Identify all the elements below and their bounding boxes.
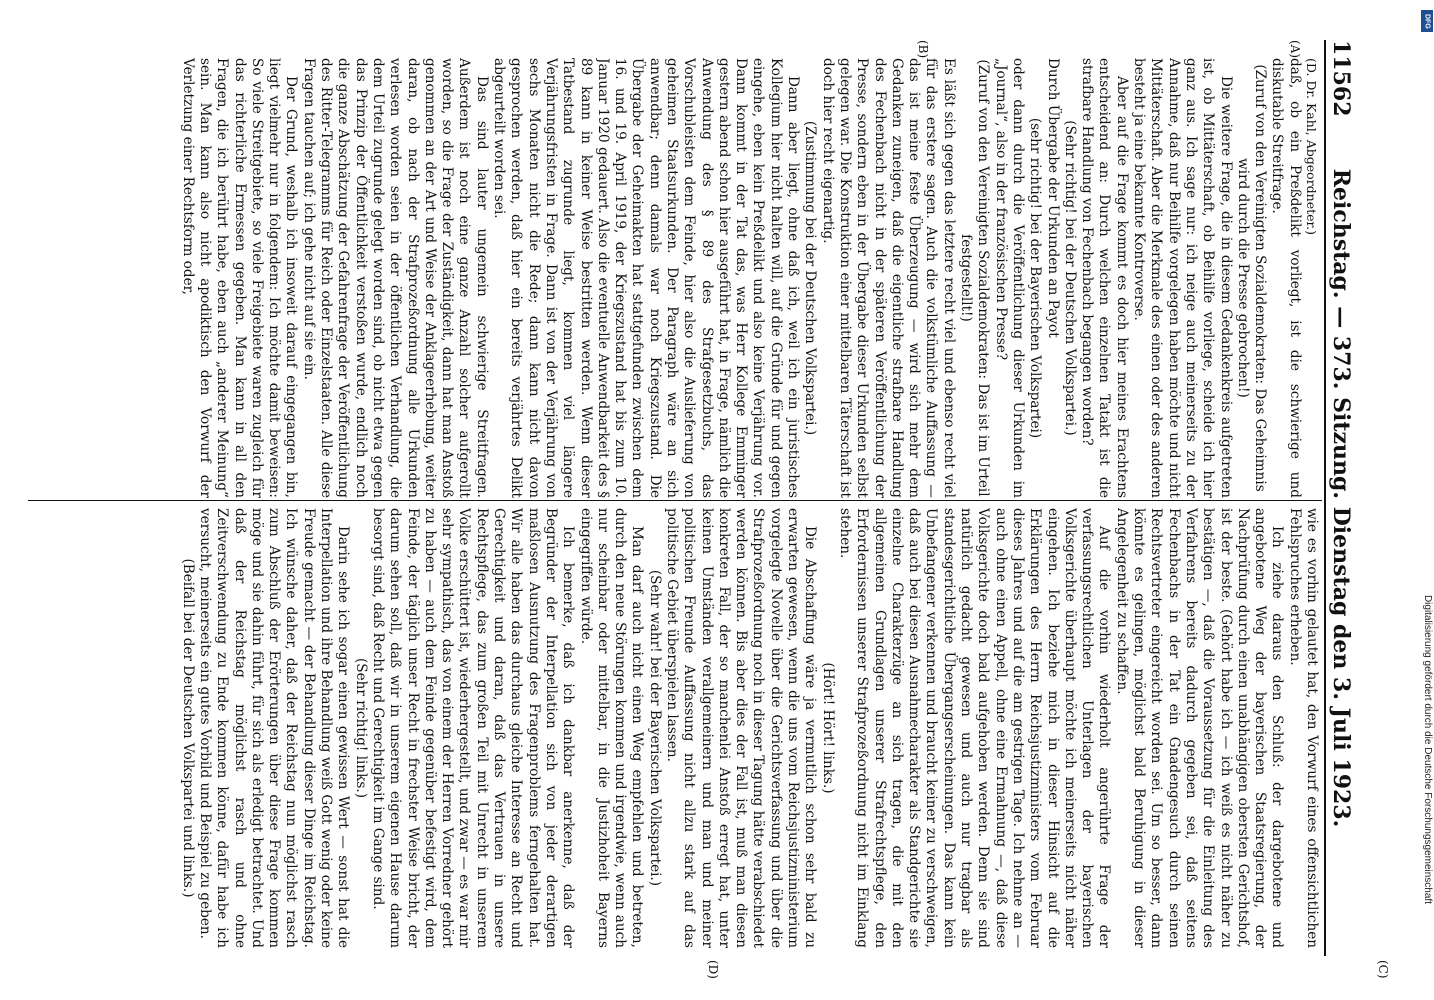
paragraph: Das sind lauter ungemein schwierige Streitfragen. Außerdem ist noch eine ganze Anzahl solcher aufgerollt worden, so die Frage der Zuständigkeit, dann hat man Anstoß genommen an der Art und Weise der Anklageerhebung, weiter daran, ob nach der Strafprozeßordnung alle Urkunden verlesen worden seien in der öffentlichen Verhandlung, die dem Urteil zugrunde gelegt worden sind, ob nicht etwa gegen das Prinzip der Öffentlichkeit verstoßen wurde, endlich noch die ganze Abschätzung der Gefahrenfrage der Veröffentlichung des Ritter-Telegramms für Reich oder Einzelstaaten. Alle diese Fragen tauchen auf; ich gehe nicht auf sie ein. <box>300 58 490 498</box>
page-number: 11562 <box>1328 40 1354 117</box>
interjection: (Sehr richtig! links.) <box>352 657 369 799</box>
speaker-note: (D. Dr. Kahl, Abgeordneter.) <box>1304 58 1319 236</box>
interjection: (Hört! Hört! links.) <box>819 662 836 794</box>
margin-mark-a: (A) <box>1288 40 1302 59</box>
interjection: (Sehr richtig! bei der Deutschen Volkspartei.) <box>1061 120 1078 436</box>
credit-strip <box>1420 4 1434 996</box>
margin-mark-b: (B) <box>916 40 930 59</box>
paragraph: Ich bemerke, daß ich dankbar anerkenne, daß der Begründer der Interpellation sich von jeder derartigen maßlosen Ausnutzung des Fragenproblems ferngehalten hat. Wir alle haben das durchaus gleiche Interesse an Recht und Gerechtigkeit und daran, daß das Vertrauen in unsere Rechtspflege, das zum großen Teil mit Unrecht in unserem Volke erschüttert ist, wiederhergestellt, und zwar — es war mir sehr sympathisch, das von einem der Herren Vorredner gehört zu haben — auch dem Feinde gegenüber befestigt wird, dem Feinde, der täglich unser Recht in frechster Weise bricht, der darum sehen soll, daß wir in unserem eigenen Hause darum besorgt sind, daß Recht und Gerechtigkeit im Gange sind. <box>369 508 577 948</box>
paragraph: Es läßt sich gegen das letztere recht viel und ebenso recht viel für das erstere sagen. Auch die volkstümliche Auffassung — das ist meine feste Überzeugung — wird sich mehr dem Gedanken zuneigen, daß die eigentliche strafbare Handlung des Fechenbach nicht in der späteren Veröffentlichung der Presse, sondern eben in der Übergabe dieser Urkunden selbst gelegen war. Die Konstruktion einer mittelbaren Täterschaft ist doch hier recht eigenartig. <box>819 58 957 498</box>
paragraph: oder dann durch die Veröffentlichung dieser Urkunden im „Journal“, also in der französischen Presse? <box>992 58 1026 498</box>
credit-text: Digitalisierung gefördert durch die Deutsche Forschungsgemeinschaft <box>1422 594 1433 904</box>
paragraph: Die weitere Frage, die in diesem Gedankenkreis aufgetreten ist, ob Mittäterschaft, ob Beihilfe vorliege, scheide ich hier ganz aus. Ich sage nur: ich neige auch meinerseits zu der Annahme, daß nur Beihilfe vorgelegen haben möchte und nicht Mittäterschaft. Aber die Merkmale des einen oder des anderen besteht ja eine bekannte Kontroverse. <box>1131 58 1234 498</box>
paragraph: Aber auf die Frage kommt es doch hier meines Erachtens entscheidend an: Durch welchen einzelnen Tatakt ist die strafbare Handlung von Fechenbach begangen worden? <box>1079 58 1130 498</box>
page-header <box>1324 40 1362 956</box>
interjection: (Zuruf von den Vereinigten Sozialdemokraten: Das Geheimnis wird durch die Presse gebrochen!) <box>1234 64 1269 492</box>
left-column <box>30 58 1320 498</box>
interjection: (Sehr wahr! bei der Bayerischen Volkspartei.) <box>646 569 663 887</box>
paragraph: wie es vorhin gelautet hat, den Vorwurf eines offensichtlichen Fehlspruches erheben. <box>1286 508 1320 948</box>
right-column <box>30 508 1320 948</box>
paragraph: daß, ob ein Preßdelikt vorliegt, ist die schwierige und diskutable Streitfrage. <box>1269 58 1303 498</box>
column-divider <box>28 500 1322 501</box>
dfg-logo: DFG <box>1421 10 1433 32</box>
interjection: (Zuruf von den Vereinigten Sozialdemokraten: Das ist im Urteil festgestellt!) <box>958 59 992 497</box>
paragraph: Man darf auch nicht einen Weg empfehlen und betreten, durch den neue Störungen kommen und irgendwie, wenn auch nur scheinbar oder mittelbar, in die Justizhoheit Bayerns eingegriffen würde. <box>577 508 646 948</box>
interjection: (Beifall bei der Deutschen Volkspartei und links.) <box>179 558 196 898</box>
paragraph: Der Grund, weshalb ich insoweit darauf eingegangen bin, liegt vielmehr nur in folgendem: Ich möchte damit beweisen: So viele Streitgebiete, so viele Freigebiete waren zugleich für das richterliche Ermessen gegeben. Man kann in all den Fragen, die ich berührt habe, eben auch „anderer Meinung“ sein. Man kann also nicht apodiktisch den Vorwurf der Verletzung einer Rechtsform oder, <box>179 58 300 498</box>
interjection: (Zustimmung bei der Deutschen Volkspartei.) <box>802 120 819 436</box>
page-header-title: Reichstag. — 373. Sitzung. Dienstag den 3. Juli 1923. <box>1328 168 1354 828</box>
paragraph: Dann aber liegt, ohne daß ich, weil ich ein juristisches Kollegium hier nicht halten will, auf die Gründe für und gegen eingehe, eben kein Preßdelikt und also keine Verjährung vor. Dann kommt in der Tat das, was Herr Kollege Emminger gestern abend schon hier ausgeführt hat, in Frage, nämlich die Anwendung des § 89 des Strafgesetzbuchs, das Vorschubleisten dem Feinde, hier also die Auslieferung von geheimen Staatsurkunden. Der Paragraph wäre an sich anwendbar; denn damals war noch Kriegszustand. Die Übergabe der Geheimakten hat stattgefunden zwischen dem 16. und 19. April 1919, der Kriegszustand hat bis zum 10. Januar 1920 gedauert. Also die eventuelle Anwendbarkeit des § 89 kann in keiner Weise bestritten werden. Wenn dieser Tatbestand zugrunde liegt, kommen viel längere Verjährungsfristen in Frage. Dann ist von der Verjährung von sechs Monaten nicht die Rede; dann kann nicht davon gesprochen werden, daß hier ein bereits verjährtes Delikt abgeurteilt worden sei. <box>491 58 802 498</box>
paragraph: Durch Übergabe der Urkunden an Payot <box>1044 58 1061 338</box>
paragraph: Darin sehe ich sogar einen gewissen Wert — sonst hat die Interpellation und ihre Behandlung weiß Gott wenig oder keine Freude gemacht — der Behandlung dieser Dinge im Reichstag. Ich wünsche daher, daß der Reichstag nun möglichst rasch zum Abschluß der Erörterungen über diese Frage kommen möge und sie dahin führt, für sich als erledigt betrachtet. Und daß der Reichstag möglichst rasch und ohne Zeitverschwendung zu Ende kommen könne, dafür habe ich versucht, meinerseits ein gutes Vorbild und Beispiel zu geben. <box>197 508 352 948</box>
paragraph: Die Abschaffung wäre ja vermutlich schon sehr bald zu erwarten gewesen, wenn die uns vom Reichsjustizministerium vorgelegte Novelle über die Gerichtsverfassung und über die Strafprozeßordnung noch in dieser Tagung hätte verabschiedet werden können. Bis aber dies der Fall ist, muß man diesen konkreten Fall, der so manchenlei Anstoß erregt hat, unter keinen Umständen verallgemeinern und man und meiner politischen Freunde Auffassung nicht allzu stark auf das politische Gebiet überspielen lassen. <box>664 508 819 948</box>
paragraph: Ich ziehe daraus den Schluß: der dargebotene und angebotene Weg der bayerischen Staatsregierung, der Nachprüfung durch einen unabhängigen obersten Gerichtshof, ist der beste. (Gehört habe ich — ich weiß es nicht näher zu bestätigen —, daß die Voraussetzung für die Einleitung des Verfahrens bereits dadurch gegeben sei, daß seitens Fechenbachs in der Tat ein Gnadengesuch durch seinen Rechtsvertreter eingereicht worden sei. Um so besser, dann könnte es gelingen, möglichst bald Beruhigung in dieser Angelegenheit zu schaffen. <box>1113 508 1286 948</box>
paragraph: Auf die vorhin wiederholt angerührte Frage der verfassungsrechtlichen Unterlagen der bayerischen Volksgerichte überhaupt möchte ich meinerseits nicht näher eingehen. Ich beziehe mich in dieser Hinsicht auf die Erklärungen des Herrn Reichsjustizministers vom Februar dieses Jahres und auf die am gestrigen Tage. Ich nehme an — auch ohne einen Appell, ohne eine Ermahnung —, daß diese Volksgerichte doch bald aufgehoben werden. Denn sie sind natürlich gedacht gewesen und auch nur tragbar als standesgerichtliche Übergangserscheinungen. Das kann kein Unbefangener verkennen und braucht keiner zu verschweigen, daß auch bei diesen Ausnahmecharakter als Standgerichte sie einzelne Charakterzüge an sich tragen, die mit den allgemeinen Grundlagen unserer Strafrechtspflege, den Erfordernissen unserer Strafprozeßordnung nicht im Einklang stehen. <box>836 508 1113 948</box>
interjection: (sehr richtig! bei der Bayerischen Volkspartei) <box>1027 117 1044 439</box>
margin-mark-c: (C) <box>1376 960 1390 979</box>
margin-mark-d: (D) <box>706 960 720 979</box>
